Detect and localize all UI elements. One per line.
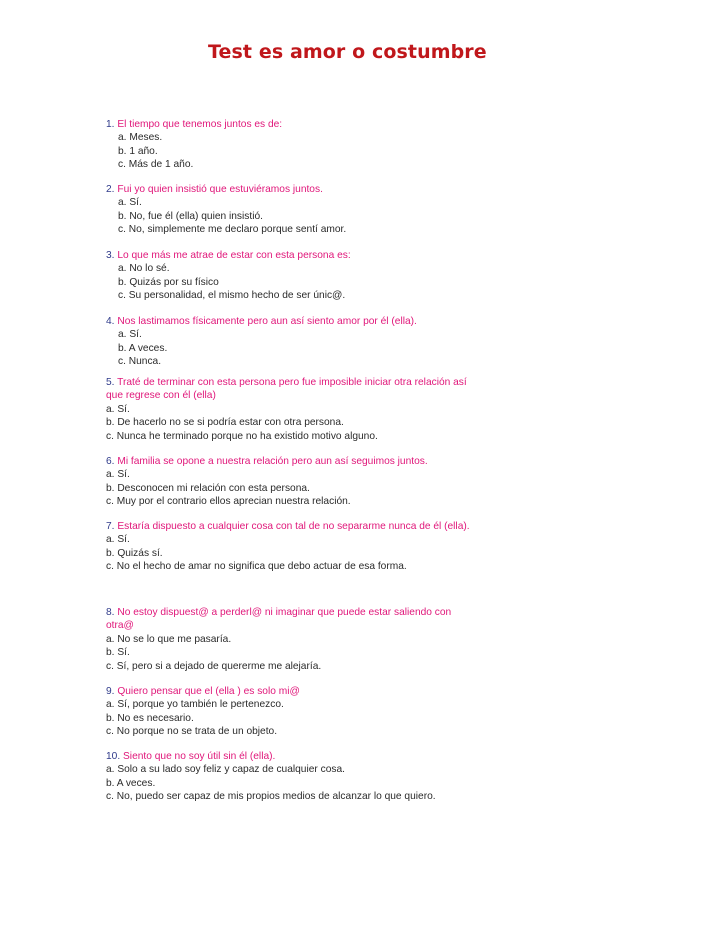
option-b: b. De hacerlo no se si podría estar con otra persona.	[106, 417, 344, 429]
option-c: c. Su personalidad, el mismo hecho de ser únic@.	[118, 290, 346, 302]
option-c: c. Nunca he terminado porque no ha existido motivo alguno.	[106, 430, 378, 442]
option-c: c. Muy por el contrario ellos aprecian nuestra relación.	[106, 496, 351, 508]
question-9-header	[106, 685, 476, 698]
question-number: 5.	[106, 377, 115, 388]
option-a: a. Sí, porque yo también le pertenezco.	[106, 699, 284, 711]
question-5-header	[106, 376, 476, 403]
question-10	[106, 750, 476, 804]
question-2-header	[106, 183, 476, 196]
question-6	[106, 455, 476, 509]
question-text: No estoy dispuest@ a perderl@ ni imaginar que puede estar saliendo con otra@	[106, 607, 452, 632]
option-a: a. Solo a su lado soy feliz y capaz de cualquier cosa.	[106, 764, 345, 776]
option-c: c. Más de 1 año.	[118, 159, 194, 171]
question-3	[106, 249, 476, 303]
option-b: b. Quizás por su físico	[118, 276, 219, 288]
question-6-header	[106, 455, 476, 468]
option-c: c. No el hecho de amar no significa que debo actuar de esa forma.	[106, 561, 407, 573]
option-b: b. No es necesario.	[106, 712, 194, 724]
option-c: c. Nunca.	[118, 356, 162, 368]
question-text: Siento que no soy útil sin él (ella).	[123, 751, 276, 762]
question-text: Lo que más me atrae de estar con esta persona es:	[117, 250, 351, 261]
question-text: Quiero pensar que el (ella ) es solo mi@	[117, 686, 300, 697]
question-3-header	[106, 249, 476, 262]
question-text: El tiempo que tenemos juntos es de:	[117, 119, 283, 130]
option-a: a. Sí.	[106, 403, 130, 415]
option-b: b. A veces.	[118, 342, 168, 354]
question-number: 8.	[106, 607, 115, 618]
option-c: c. No, puedo ser capaz de mis propios medios de alcanzar lo que quiero.	[106, 791, 436, 803]
option-a: a. No se lo que me pasaría.	[106, 633, 232, 645]
question-8	[106, 606, 476, 673]
question-number: 6.	[106, 456, 115, 467]
document-title: Test es amor o costumbre	[208, 41, 487, 63]
question-text: Fui yo quien insistió que estuviéramos juntos.	[117, 184, 323, 195]
question-text: Mi familia se opone a nuestra relación pero aun así seguimos juntos.	[117, 456, 428, 467]
question-text: Estaría dispuesto a cualquier cosa con tal de no separarme nunca de él (ella).	[117, 521, 470, 532]
question-number: 10.	[106, 751, 121, 762]
option-b: b. Quizás sí.	[106, 547, 163, 559]
option-b: b. 1 año.	[118, 145, 158, 157]
option-c: c. No porque no se trata de un objeto.	[106, 726, 278, 738]
option-a: a. Sí.	[118, 329, 142, 341]
question-7	[106, 520, 476, 574]
question-number: 4.	[106, 316, 115, 327]
question-1	[106, 118, 476, 172]
question-number: 2.	[106, 184, 115, 195]
option-a: a. No lo sé.	[118, 263, 170, 275]
question-4-header	[106, 315, 476, 328]
option-b: b. A veces.	[106, 777, 156, 789]
question-number: 9.	[106, 686, 115, 697]
question-number: 1.	[106, 119, 115, 130]
question-number: 7.	[106, 521, 115, 532]
question-text: Traté de terminar con esta persona pero fue imposible iniciar otra relación así que regrese con él (ella)	[106, 377, 467, 402]
option-c: c. Sí, pero si a dejado de quererme me alejaría.	[106, 660, 322, 672]
option-b: b. Sí.	[106, 647, 130, 659]
option-a: a. Meses.	[118, 132, 163, 144]
question-1-header	[106, 118, 476, 131]
question-4	[106, 315, 476, 369]
question-text: Nos lastimamos físicamente pero aun así siento amor por él (ella).	[117, 316, 417, 327]
option-a: a. Sí.	[106, 534, 130, 546]
question-8-header	[106, 606, 476, 633]
question-7-header	[106, 520, 476, 533]
option-b: b. No, fue él (ella) quien insistió.	[118, 210, 263, 222]
question-9	[106, 685, 476, 739]
option-b: b. Desconocen mi relación con esta persona.	[106, 482, 310, 494]
option-c: c. No, simplemente me declaro porque sentí amor.	[118, 224, 347, 236]
question-2	[106, 183, 476, 237]
option-a: a. Sí.	[118, 197, 142, 209]
question-10-header	[106, 750, 476, 763]
option-a: a. Sí.	[106, 469, 130, 481]
question-number: 3.	[106, 250, 115, 261]
question-5	[106, 376, 476, 443]
